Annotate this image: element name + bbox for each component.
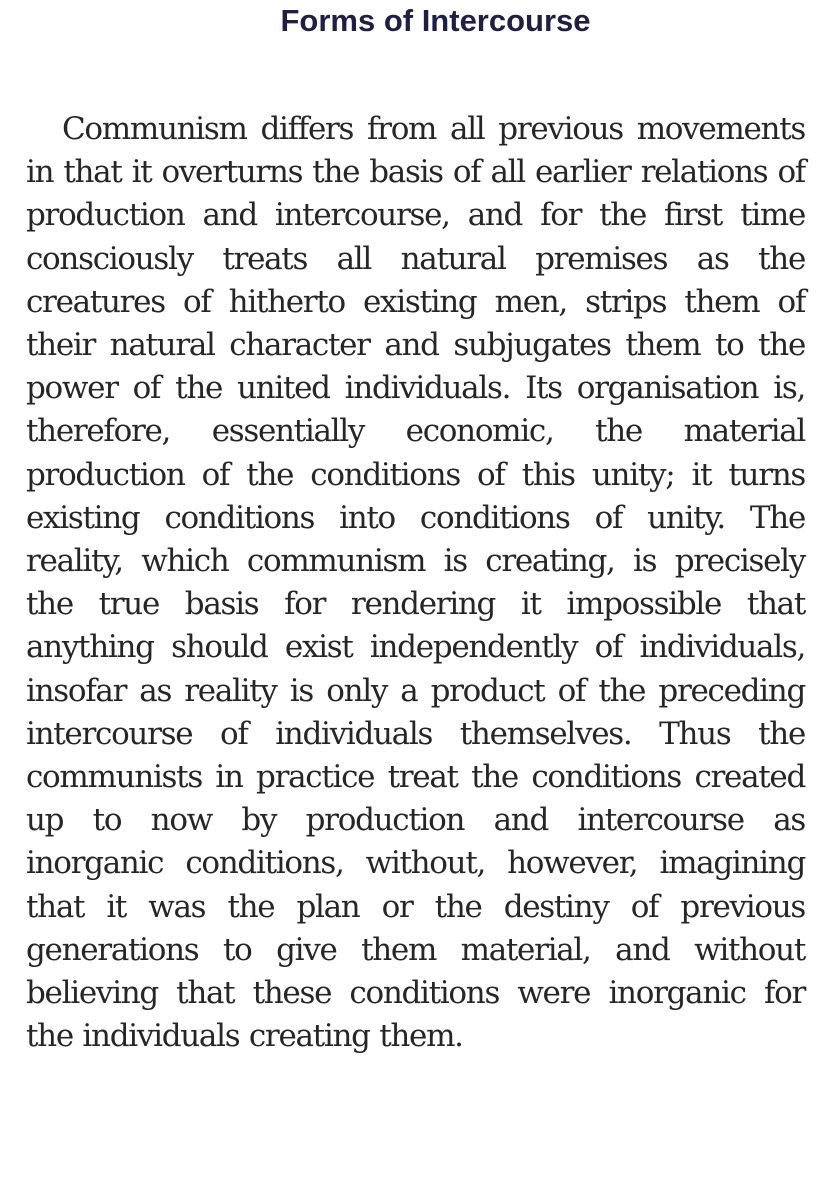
section-title: Forms of Intercourse (280, 3, 591, 38)
body-paragraph: Communism differs from all previous movements in that it overturns the basis of all earlier relations of production and intercourse, and for the first time consciously treats all natural premises as the creatures of hitherto existing men, strips them of their natural character and subjugates them to the power of the united individuals. Its organisation is, therefore, essentially economic, the material production of the conditions of this unity; it turns existing conditions into conditions of unity. The reality, which communism is creating, is precisely the true basis for rendering it impossible that anything should exist independently of individuals, insofar as reality is only a product of the preceding intercourse of individuals themselves. Thus the communists in practice treat the conditions created up to now by production and intercourse as inorganic conditions, without, however, imagining that it was the plan or the destiny of previous generations to give them material, and without believing that these conditions were inorganic for the individuals creating them. (26, 111, 805, 1055)
